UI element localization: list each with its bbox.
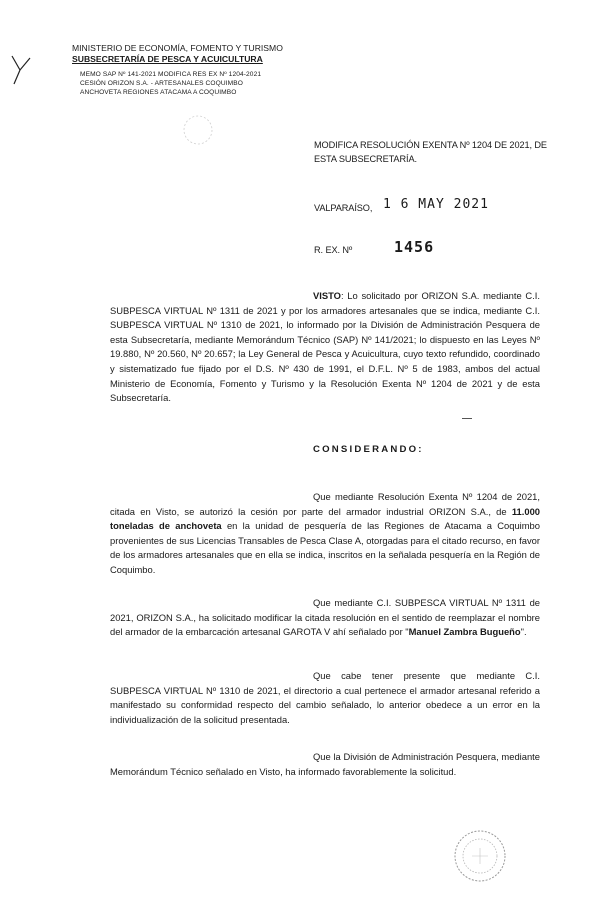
p1-text-b: en la unidad de pesquería de las Regiones de Atacama a Coquimbo provenientes de sus Licencias Transables de Pesca Clase A, otorgadas para el citado recurso, en favor de los armadores artesanales que en ella se indica, inscritos en la señalada pesquería en la Región de Coquimbo. [110,520,540,575]
resolution-label: R. EX. Nº [314,245,353,255]
subsecretaria-name: SUBSECRETARÍA DE PESCA Y ACUICULTURA [72,54,263,64]
visto-paragraph [110,289,540,406]
p3-text: Que cabe tener presente que mediante C.I. SUBPESCA VIRTUAL Nº 1310 de 2021, el directorio a cual pertenece el armador artesanal referido a manifestado su conformidad respecto del cambio señalado, lo anterior obedece a un error en la individualización de la solicitud presentada. [110,670,540,725]
resolution-subject: MODIFICA RESOLUCIÓN EXENTA Nº 1204 DE 2021, DE ESTA SUBSECRETARÍA. [314,140,547,164]
p2-text-bold: Manuel Zambra Bugueño [408,626,521,638]
faint-stamp-icon [168,110,228,150]
p2-text-b: ". [520,626,527,638]
memo-line: CESIÓN ORIZON S.A. - ARTESANALES COQUIMBO [80,79,243,87]
resolution-number: 1456 [394,238,435,256]
header-block [72,43,312,65]
p2-text-a: Que mediante C.I. SUBPESCA VIRTUAL Nº 1311 de 2021, ORIZON S.A., ha solicitado modificar la citada resolución en el sentido de reemplazar el nombre del armador de la embarcación artesanal GAROTA V ahí señalado por " [110,597,540,638]
memo-reference [80,71,300,97]
memo-line: ANCHOVETA REGIONES ATACAMA A COQUIMBO [80,88,237,96]
visto-label: VISTO [313,290,341,301]
p1-text-a: Que mediante Resolución Exenta Nº 1204 de 2021, citada en Visto, se autorizó la cesión por parte del armador industrial ORIZON S.A., de [110,491,540,517]
considerando-paragraph-3 [110,669,540,727]
considerando-paragraph-4 [110,750,540,779]
mark-dash [462,418,472,419]
p1-text-bold: 11.000 toneladas de anchoveta [110,505,540,532]
ministry-name: MINISTERIO DE ECONOMÍA, FOMENTO Y TURISMO [72,43,283,53]
considerando-paragraph-1 [110,490,540,578]
resolution-date: 1 6 MAY 2021 [383,197,489,212]
p4-text: Que la División de Administración Pesquera, mediante Memorándum Técnico señalado en Visto, ha informado favorablemente la solicitud. [110,751,540,777]
considerando-heading: CONSIDERANDO: [313,444,424,455]
handwritten-mark-icon [8,50,38,88]
considerando-paragraph-2 [110,596,540,640]
memo-line: MEMO SAP Nº 141-2021 MODIFICA RES EX Nº 1204-2021 [80,71,262,78]
place-label: VALPARAÍSO, [314,203,373,213]
visto-text: : Lo solicitado por ORIZON S.A. mediante C.I. SUBPESCA VIRTUAL Nº 1311 de 2021 y por los armadores artesanales que se indica, mediante C.I. SUBPESCA VIRTUAL Nº 1310 de 2021, lo informado por la División de Administración Pesquera de esta Subsecretaría, mediante Memorándum Técnico (SAP) Nº 141/2021; lo dispuesto en las Leyes Nº 19.880, Nº 20.560, Nº 20.657; la Ley General de Pesca y Acuicultura, cuyo texto refundido, coordinado y sistematizado fue fijado por el D.S. Nº 430 de 1991, el D.F.L. Nº 5 de 1983, ambos del actual Ministerio de Economía, Fomento y Turismo y la Resolución Exenta Nº 1204 de 2021 y de esta Subsecretaría. [110,290,540,404]
official-seal-icon [450,826,510,886]
